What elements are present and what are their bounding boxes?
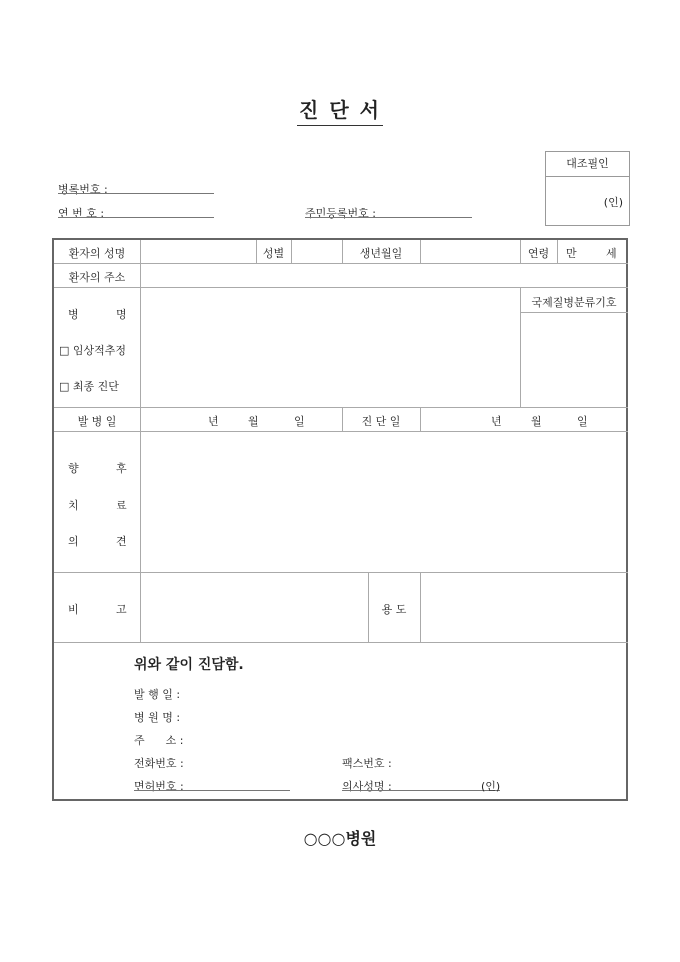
icd-code-field[interactable] bbox=[521, 313, 628, 407]
hospital-address-label: 주 소 : bbox=[134, 734, 184, 747]
onset-date-label: 발 병 일 bbox=[77, 415, 117, 428]
serial-no-field[interactable] bbox=[58, 205, 214, 218]
opinion-label-3a: 의 bbox=[68, 535, 79, 548]
diagnosis-date-label: 진 단 일 bbox=[361, 415, 401, 428]
remarks-label-b: 고 bbox=[116, 603, 127, 616]
disease-name-field[interactable] bbox=[141, 288, 520, 407]
doctor-name-field[interactable] bbox=[342, 778, 500, 791]
gender-field[interactable] bbox=[292, 240, 342, 263]
fax-label: 팩스번호 : bbox=[342, 757, 392, 770]
patient-name-field[interactable] bbox=[141, 240, 256, 263]
diagnosis-table bbox=[52, 238, 628, 801]
address-label: 환자의 주소 bbox=[68, 271, 126, 284]
doctor-name-label: 의사성명 : bbox=[342, 780, 392, 793]
stamp-title: 대조필인 bbox=[546, 152, 629, 177]
onset-year: 년 bbox=[208, 415, 219, 428]
phone-label: 전화번호 : bbox=[134, 757, 184, 770]
stamp-mark: (인) bbox=[603, 196, 623, 209]
resident-no-label: 주민등록번호 : bbox=[305, 207, 376, 220]
age-man: 만 bbox=[566, 247, 577, 260]
address-field[interactable] bbox=[141, 264, 628, 287]
resident-no-field[interactable] bbox=[305, 205, 472, 218]
record-no-label: 병록번호 : bbox=[58, 183, 108, 196]
purpose-label: 용 도 bbox=[381, 603, 407, 616]
purpose-field[interactable] bbox=[421, 573, 628, 642]
license-field[interactable] bbox=[134, 778, 290, 791]
treatment-opinion-field[interactable] bbox=[141, 432, 628, 572]
hospital-footer-name: ○○○병원 bbox=[303, 829, 377, 848]
opinion-label-1b: 후 bbox=[116, 462, 127, 475]
age-label: 연령 bbox=[527, 247, 550, 260]
gender-label: 성별 bbox=[262, 247, 285, 260]
hospital-name-label: 병 원 명 : bbox=[134, 711, 181, 724]
age-unit: 세 bbox=[606, 247, 617, 260]
statement-text: 위와 같이 진담함. bbox=[134, 657, 244, 673]
birth-label: 생년월일 bbox=[359, 247, 403, 260]
serial-no-label: 연 번 호 : bbox=[58, 207, 105, 220]
remarks-label-a: 비 bbox=[68, 603, 79, 616]
issue-date-label: 발 행 일 : bbox=[134, 688, 181, 701]
remarks-field[interactable] bbox=[141, 573, 368, 642]
diagnosis-day: 일 bbox=[577, 415, 588, 428]
license-label: 면허번호 : bbox=[134, 780, 184, 793]
doctor-seal-mark: (인) bbox=[481, 780, 501, 793]
document-title: 진 단 서 bbox=[0, 94, 680, 126]
opinion-label-3b: 견 bbox=[116, 535, 127, 548]
final-diagnosis-checkbox[interactable]: □ 최종 진단 bbox=[59, 380, 119, 393]
diagnosis-year: 년 bbox=[491, 415, 502, 428]
disease-label-2: 명 bbox=[116, 308, 127, 321]
birth-field[interactable] bbox=[421, 240, 520, 263]
clinical-estimate-checkbox[interactable]: □ 임상적추정 bbox=[59, 344, 127, 357]
diagnosis-month: 월 bbox=[531, 415, 542, 428]
onset-day: 일 bbox=[294, 415, 305, 428]
verification-stamp-box bbox=[545, 151, 630, 226]
opinion-label-2a: 치 bbox=[68, 499, 79, 512]
patient-name-label: 환자의 성명 bbox=[68, 247, 126, 260]
icd-code-label: 국제질병분류기호 bbox=[531, 296, 617, 309]
onset-month: 월 bbox=[248, 415, 259, 428]
record-no-field[interactable] bbox=[58, 181, 214, 194]
disease-label-1: 병 bbox=[68, 308, 79, 321]
opinion-label-2b: 료 bbox=[116, 499, 127, 512]
opinion-label-1a: 향 bbox=[68, 462, 79, 475]
